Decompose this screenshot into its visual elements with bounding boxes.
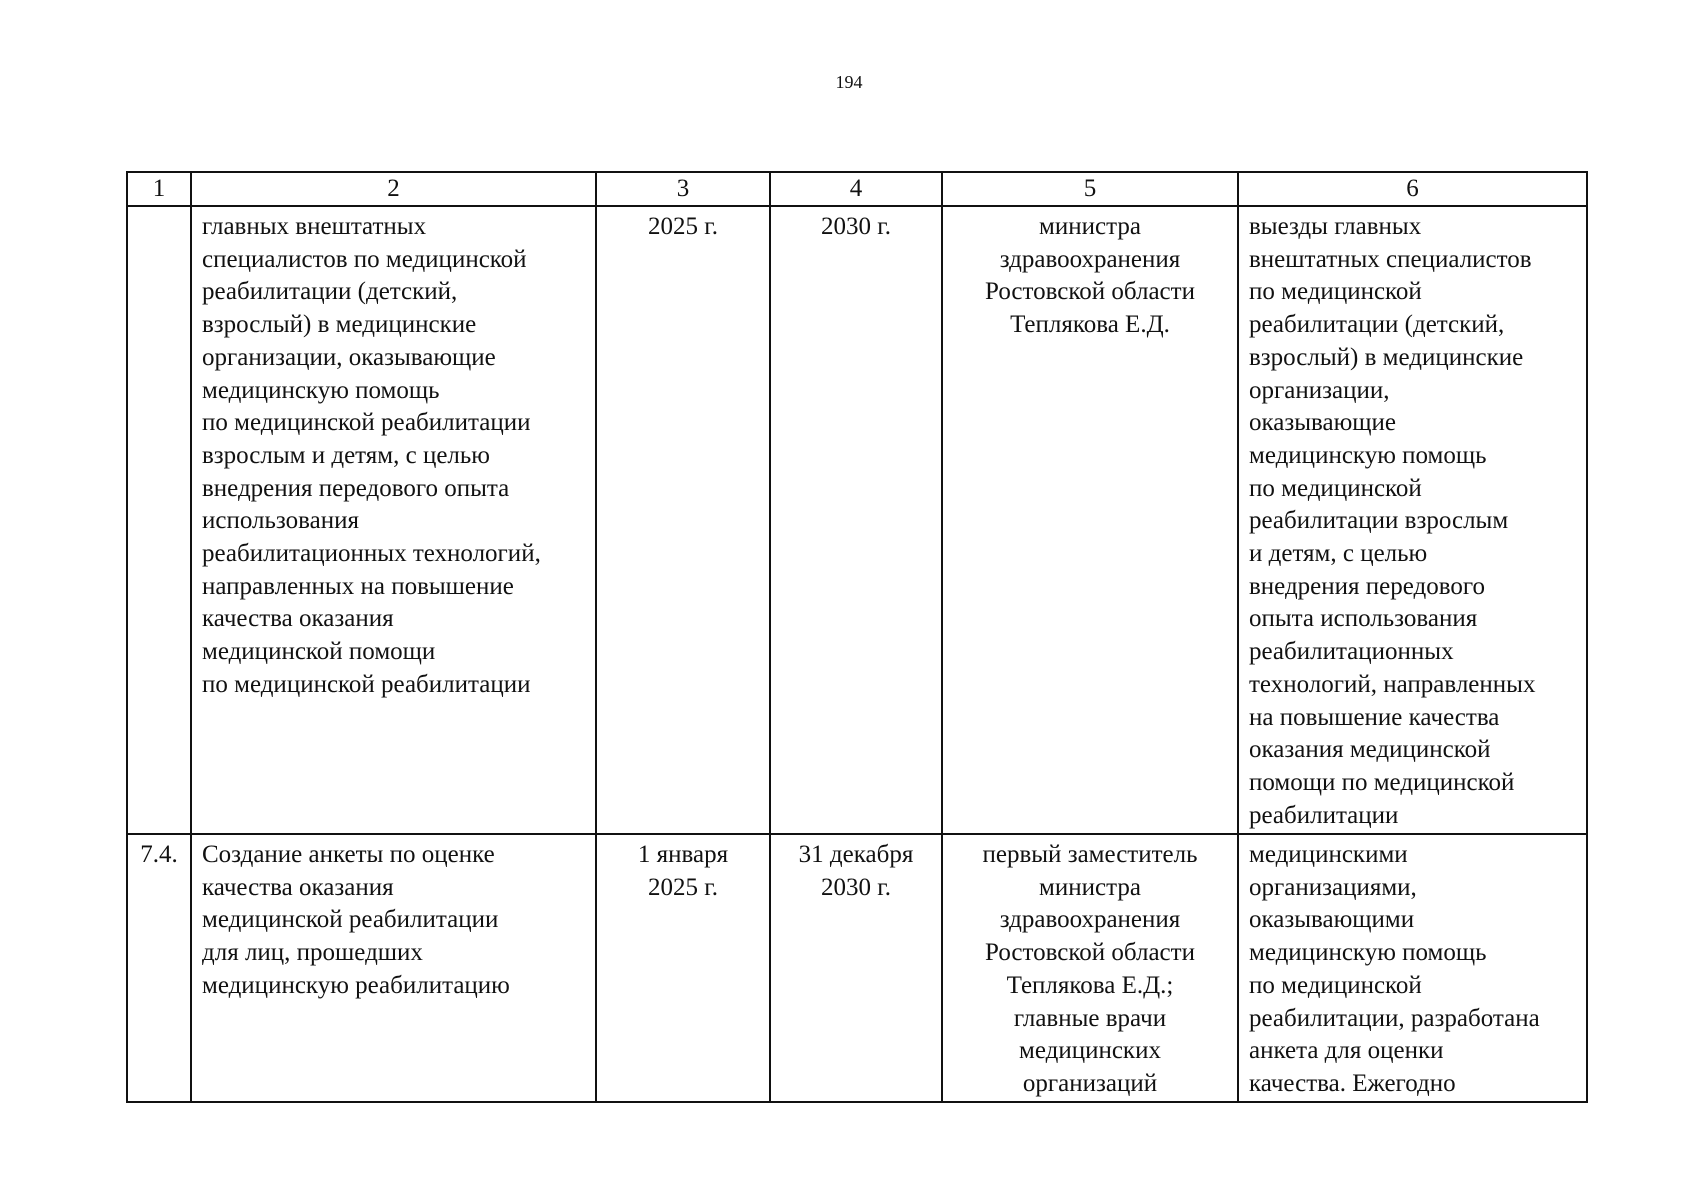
result-line: и детям, с целью: [1249, 540, 1428, 568]
start-date-cell: [596, 834, 770, 1102]
result-line: помощи по медицинской: [1249, 768, 1515, 796]
action-line: организации, оказывающие: [202, 343, 496, 371]
result-cell: [1238, 206, 1587, 834]
end-date-line: 2030 г.: [821, 873, 891, 901]
result-line: по медицинской: [1249, 474, 1422, 502]
responsible-line: здравоохранения: [999, 906, 1181, 934]
result-line: опыта использования: [1249, 605, 1478, 633]
action-line: качества оказания: [202, 605, 394, 633]
action-line: по медицинской реабилитации: [202, 409, 531, 437]
start-date-cell: [596, 206, 770, 834]
end-date-line: 31 декабря: [798, 841, 914, 868]
action-line: медицинской реабилитации: [202, 906, 499, 934]
responsible-line: медицинских: [1019, 1037, 1161, 1065]
action-line: использования: [202, 507, 359, 535]
row-number-cell: [127, 834, 191, 1102]
table-row: [127, 206, 1587, 834]
start-date-line: 2025 г.: [648, 873, 718, 901]
result-line: организациями,: [1249, 873, 1417, 901]
end-date-cell: [770, 206, 942, 834]
result-line: реабилитации, разработана: [1249, 1004, 1540, 1032]
header-col-2: 2: [191, 172, 596, 206]
result-line: медицинскую помощь: [1249, 441, 1487, 469]
header-col-5: 5: [942, 172, 1238, 206]
responsible-line: организаций: [1022, 1069, 1158, 1097]
result-line: оказания медицинской: [1249, 736, 1491, 764]
action-line: медицинской помощи: [202, 638, 436, 666]
result-line: технологий, направленных: [1249, 670, 1536, 698]
result-line: медицинскую помощь: [1249, 939, 1487, 967]
action-line: по медицинской реабилитации: [202, 670, 531, 698]
result-line: внештатных специалистов: [1249, 245, 1532, 273]
action-line: медицинскую реабилитацию: [202, 971, 510, 999]
responsible-cell: [942, 206, 1238, 834]
result-line: реабилитации (детский,: [1249, 311, 1505, 339]
row-number: 7.4.: [140, 841, 178, 868]
action-line: главных внештатных: [202, 213, 427, 240]
responsible-line: Теплякова Е.Д.;: [1006, 971, 1174, 999]
responsible-line: министра: [1039, 873, 1141, 901]
result-line: организации,: [1249, 376, 1390, 404]
action-cell: [191, 206, 596, 834]
action-line: качества оказания: [202, 873, 394, 901]
result-line: реабилитационных: [1249, 638, 1454, 666]
result-line: по медицинской: [1249, 278, 1422, 306]
responsible-line: здравоохранения: [999, 245, 1181, 273]
result-line: выезды главных: [1249, 213, 1422, 240]
result-line: оказывающие: [1249, 409, 1397, 437]
result-line: на повышение качества: [1249, 703, 1500, 731]
action-line: медицинскую помощь: [202, 376, 440, 404]
responsible-line: Ростовской области: [985, 939, 1195, 967]
result-line: реабилитации: [1249, 801, 1399, 829]
result-line: качества. Ежегодно: [1249, 1069, 1456, 1097]
header-col-4: 4: [770, 172, 942, 206]
action-line: специалистов по медицинской: [202, 245, 527, 273]
row-number-cell: [127, 206, 191, 834]
page-number: 194: [835, 72, 863, 92]
action-line: направленных на повышение: [202, 572, 514, 600]
responsible-cell: [942, 834, 1238, 1102]
result-line: реабилитации взрослым: [1249, 507, 1509, 535]
responsible-line: Теплякова Е.Д.: [1010, 311, 1170, 339]
header-col-6: 6: [1238, 172, 1587, 206]
action-line: внедрения передового опыта: [202, 474, 510, 502]
result-line: медицинскими: [1249, 841, 1408, 868]
action-line: реабилитации (детский,: [202, 278, 458, 306]
result-cell: [1238, 834, 1587, 1102]
result-line: взрослый) в медицинские: [1249, 343, 1524, 371]
action-cell: [191, 834, 596, 1102]
action-line: взрослым и детям, с целью: [202, 441, 490, 469]
table-row: [127, 834, 1587, 1102]
responsible-line: Ростовской области: [985, 278, 1195, 306]
end-date-cell: [770, 834, 942, 1102]
end-date-line: 2030 г.: [821, 213, 891, 240]
result-line: внедрения передового: [1249, 572, 1485, 600]
result-line: оказывающими: [1249, 906, 1415, 934]
action-line: реабилитационных технологий,: [202, 540, 541, 568]
header-col-1: 1: [127, 172, 191, 206]
header-col-3: 3: [596, 172, 770, 206]
result-line: анкета для оценки: [1249, 1037, 1444, 1065]
start-date-line: 2025 г.: [648, 213, 718, 240]
start-date-line: 1 января: [637, 841, 729, 868]
responsible-line: главные врачи: [1013, 1004, 1167, 1032]
action-line: для лиц, прошедших: [202, 939, 423, 967]
result-line: по медицинской: [1249, 971, 1422, 999]
action-line: Создание анкеты по оценке: [202, 841, 495, 868]
responsible-line: первый заместитель: [982, 841, 1198, 868]
measures-table: [126, 171, 1588, 1103]
responsible-line: министра: [1039, 213, 1141, 240]
action-line: взрослый) в медицинские: [202, 311, 477, 339]
header-row: [127, 172, 1587, 206]
